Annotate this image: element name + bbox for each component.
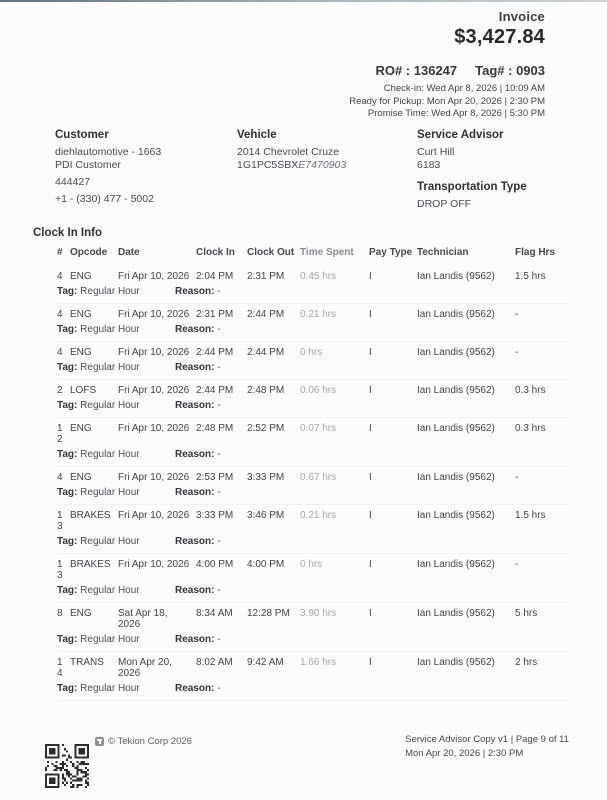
reason-value: - — [217, 536, 221, 547]
advisor-name: Curt Hill — [417, 146, 455, 158]
tag-label: Tag: — [57, 286, 78, 297]
cell-date: Sat Apr 18, 2026 — [118, 608, 168, 630]
tag-part — [57, 362, 175, 373]
reason-part — [175, 536, 221, 547]
customer-type: PDI Customer — [55, 159, 121, 171]
cell-opcode: ENG — [70, 271, 92, 282]
cell-num: 2 — [57, 385, 63, 396]
reason-part — [175, 400, 221, 411]
advisor-id: 6183 — [417, 159, 441, 171]
clock-entry — [57, 467, 570, 485]
col-header-num: # — [57, 247, 63, 258]
promise-time: Promise Time: Wed Apr 8, 2026 | 5:30 PM — [367, 108, 545, 119]
tag-reason-row — [57, 583, 570, 602]
transportation-value: DROP OFF — [417, 198, 472, 210]
tag-part — [57, 286, 175, 297]
vehicle-model: 2014 Chevrolet Cruze — [237, 146, 340, 158]
clock-table-body — [57, 266, 570, 701]
tag-value: Regular Hour — [80, 585, 140, 596]
tag-label: Tag: — [57, 362, 78, 373]
tag-part — [57, 536, 175, 547]
invoice-amount: $3,427.84 — [454, 26, 545, 48]
col-header-clock-in: Clock In — [196, 247, 235, 258]
cell-time-spent: 0.21 hrs — [300, 510, 337, 521]
cell-opcode: LOFS — [70, 385, 97, 396]
cell-num: 13 — [57, 559, 63, 581]
tag-reason-row — [57, 534, 570, 553]
clock-entry — [57, 418, 570, 447]
cell-clock-out: 2:52 PM — [247, 423, 285, 434]
tag-reason-row — [57, 632, 570, 651]
cell-num: 14 — [57, 657, 63, 679]
cell-technician: Ian Landis (9562) — [417, 385, 495, 396]
cell-flag-hrs: 0.3 hrs — [515, 423, 546, 434]
cell-opcode: ENG — [70, 347, 92, 358]
reason-label: Reason: — [175, 536, 215, 547]
cell-flag-hrs: 1.5 hrs — [515, 271, 546, 282]
reason-value: - — [217, 362, 221, 373]
cell-clock-in: 3:33 PM — [196, 510, 234, 521]
cell-clock-out: 2:44 PM — [247, 309, 285, 320]
cell-clock-in: 2:31 PM — [196, 309, 234, 320]
vehicle-heading: Vehicle — [237, 129, 277, 141]
footer-page-info — [405, 733, 569, 760]
cell-time-spent: 1.66 hrs — [300, 657, 337, 668]
clock-entry — [57, 304, 570, 322]
cell-date: Fri Apr 10, 2026 — [118, 423, 190, 434]
cell-clock-in: 2:44 PM — [196, 347, 234, 358]
customer-heading: Customer — [55, 129, 109, 141]
clock-entry — [57, 603, 570, 632]
cell-flag-hrs: 2 hrs — [515, 657, 538, 668]
clock-entry — [57, 505, 570, 534]
tag-label: Tag: — [57, 324, 78, 335]
transportation-block — [417, 181, 597, 211]
table-header-row — [57, 247, 570, 266]
reason-value: - — [217, 634, 221, 645]
cell-num: 13 — [57, 510, 63, 532]
cell-date: Fri Apr 10, 2026 — [118, 559, 190, 570]
cell-clock-out: 2:31 PM — [247, 271, 285, 282]
cell-time-spent: 0 hrs — [300, 559, 323, 570]
invoice-header — [349, 9, 545, 121]
cell-num: 4 — [57, 309, 63, 320]
tekion-logo-icon — [95, 737, 104, 746]
cell-pay-type: I — [369, 347, 372, 358]
cell-clock-in: 2:48 PM — [196, 423, 234, 434]
reason-part — [175, 362, 221, 373]
reason-part — [175, 324, 221, 335]
cell-clock-out: 2:44 PM — [247, 347, 285, 358]
cell-technician: Ian Landis (9562) — [417, 559, 495, 570]
cell-clock-in: 2:44 PM — [196, 385, 234, 396]
customer-phone: +1 - (330) 477 - 5002 — [55, 193, 154, 205]
tag-label: Tag: — [57, 585, 78, 596]
cell-pay-type: I — [369, 510, 372, 521]
table-row — [57, 603, 570, 652]
col-header-opcode: Opcode — [70, 247, 108, 258]
cell-opcode: BRAKES — [70, 559, 111, 570]
cell-clock-in: 4:00 PM — [196, 559, 234, 570]
cell-clock-in: 2:53 PM — [196, 472, 234, 483]
tag-part — [57, 324, 175, 335]
reason-label: Reason: — [175, 683, 215, 694]
scan-edge-artifact — [0, 0, 607, 2]
tag-label: Tag: — [57, 487, 78, 498]
cell-date: Fri Apr 10, 2026 — [118, 271, 190, 282]
cell-technician: Ian Landis (9562) — [417, 472, 495, 483]
tag-reason-row — [57, 681, 570, 700]
tag-part — [57, 487, 175, 498]
cell-flag-hrs: - — [515, 559, 519, 570]
cell-technician: Ian Landis (9562) — [417, 423, 495, 434]
cell-flag-hrs: - — [515, 347, 519, 358]
ready-for-pickup-time: Ready for Pickup: Mon Apr 20, 2026 | 2:30 PM — [349, 95, 545, 107]
vehicle-vin — [237, 159, 412, 172]
cell-clock-out: 12:28 PM — [247, 608, 290, 619]
tag-value: Regular Hour — [80, 286, 140, 297]
cell-pay-type: I — [369, 385, 372, 396]
table-row — [57, 266, 570, 304]
clock-entry — [57, 554, 570, 583]
cell-technician: Ian Landis (9562) — [417, 271, 495, 282]
cell-date: Fri Apr 10, 2026 — [118, 347, 190, 358]
cell-clock-out: 3:46 PM — [247, 510, 285, 521]
cell-time-spent: 0.45 hrs — [300, 271, 337, 282]
reason-value: - — [217, 449, 221, 460]
reason-label: Reason: — [175, 324, 215, 335]
cell-time-spent: 0.21 hrs — [300, 309, 337, 320]
cell-time-spent: 3.90 hrs — [300, 608, 337, 619]
tag-part — [57, 585, 175, 596]
cell-time-spent: 0.06 hrs — [300, 385, 337, 396]
reason-label: Reason: — [175, 362, 215, 373]
cell-pay-type: I — [369, 608, 372, 619]
tag-label: Tag: — [57, 400, 78, 411]
qr-code — [45, 744, 89, 788]
tag-number: Tag# : 0903 — [475, 63, 545, 78]
cell-clock-in: 8:02 AM — [196, 657, 233, 668]
reason-label: Reason: — [175, 634, 215, 645]
cell-pay-type: I — [369, 271, 372, 282]
clock-in-table — [57, 247, 570, 701]
table-row — [57, 554, 570, 603]
cell-num: 4 — [57, 347, 63, 358]
cell-technician: Ian Landis (9562) — [417, 608, 495, 619]
cell-pay-type: I — [369, 472, 372, 483]
tag-label: Tag: — [57, 536, 78, 547]
cell-opcode: ENG — [70, 309, 92, 320]
cell-date: Fri Apr 10, 2026 — [118, 510, 190, 521]
cell-technician: Ian Landis (9562) — [417, 309, 495, 320]
reason-value: - — [217, 683, 221, 694]
cell-opcode: TRANS — [70, 657, 104, 668]
ro-tag-line — [349, 63, 545, 78]
cell-opcode: BRAKES — [70, 510, 111, 521]
cell-opcode: ENG — [70, 608, 92, 619]
col-header-clock-out: Clock Out — [247, 247, 295, 258]
reason-label: Reason: — [175, 286, 215, 297]
table-row — [57, 418, 570, 467]
tag-part — [57, 449, 175, 460]
cell-pay-type: I — [369, 559, 372, 570]
cell-date: Mon Apr 20, 2026 — [118, 657, 172, 679]
tag-part — [57, 683, 175, 694]
cell-flag-hrs: - — [515, 472, 519, 483]
reason-part — [175, 683, 221, 694]
clock-in-info-title: Clock In Info — [33, 227, 102, 239]
cell-pay-type: I — [369, 657, 372, 668]
tag-value: Regular Hour — [80, 683, 140, 694]
invoice-label: Invoice — [498, 9, 545, 24]
cell-time-spent: 0 hrs — [300, 347, 323, 358]
print-timestamp: Mon Apr 20, 2026 | 2:30 PM — [405, 747, 524, 759]
cell-clock-out: 4:00 PM — [247, 559, 285, 570]
vin-suffix: E7470903 — [298, 159, 347, 171]
reason-label: Reason: — [175, 487, 215, 498]
col-header-time-spent: Time Spent — [300, 247, 354, 258]
cell-flag-hrs: 0.3 hrs — [515, 385, 546, 396]
cell-time-spent: 0.07 hrs — [300, 423, 337, 434]
cell-opcode: ENG — [70, 472, 92, 483]
clock-entry — [57, 652, 570, 681]
tag-value: Regular Hour — [80, 449, 140, 460]
copyright-line — [95, 736, 192, 747]
tag-value: Regular Hour — [80, 634, 140, 645]
tag-value: Regular Hour — [80, 487, 140, 498]
col-header-date: Date — [118, 247, 140, 258]
cell-flag-hrs: - — [515, 309, 519, 320]
table-row — [57, 467, 570, 505]
tag-reason-row — [57, 360, 570, 379]
ro-number: RO# : 136247 — [375, 63, 458, 78]
tag-part — [57, 400, 175, 411]
clock-entry — [57, 342, 570, 360]
reason-label: Reason: — [175, 585, 215, 596]
tag-part — [57, 634, 175, 645]
tag-reason-row — [57, 322, 570, 341]
cell-opcode: ENG — [70, 423, 92, 434]
reason-value: - — [217, 585, 221, 596]
transportation-heading: Transportation Type — [417, 181, 527, 193]
reason-value: - — [217, 400, 221, 411]
tag-value: Regular Hour — [80, 536, 140, 547]
cell-num: 8 — [57, 608, 63, 619]
reason-part — [175, 487, 221, 498]
table-row — [57, 380, 570, 418]
advisor-heading: Service Advisor — [417, 129, 504, 141]
copy-version-page: Service Advisor Copy v1 | Page 9 of 11 — [405, 734, 569, 745]
cell-date: Fri Apr 10, 2026 — [118, 309, 190, 320]
tag-value: Regular Hour — [80, 324, 140, 335]
reason-value: - — [217, 487, 221, 498]
cell-time-spent: 0.67 hrs — [300, 472, 337, 483]
invoice-meta — [349, 83, 545, 121]
cell-num: 4 — [57, 472, 63, 483]
reason-part — [175, 286, 221, 297]
customer-block — [55, 129, 230, 206]
service-advisor-block — [417, 129, 597, 211]
table-row — [57, 652, 570, 701]
cell-technician: Ian Landis (9562) — [417, 347, 495, 358]
table-row — [57, 342, 570, 380]
reason-part — [175, 449, 221, 460]
customer-name: diehlautomotive - 1663 — [55, 146, 162, 158]
table-row — [57, 304, 570, 342]
cell-date: Fri Apr 10, 2026 — [118, 385, 190, 396]
cell-pay-type: I — [369, 423, 372, 434]
col-header-pay-type: Pay Type — [369, 247, 413, 258]
tag-label: Tag: — [57, 683, 78, 694]
tag-reason-row — [57, 485, 570, 504]
cell-num: 12 — [57, 423, 63, 445]
vehicle-block — [237, 129, 412, 172]
col-header-flag-hrs: Flag Hrs — [515, 247, 556, 258]
table-row — [57, 505, 570, 554]
tag-reason-row — [57, 398, 570, 417]
tag-label: Tag: — [57, 449, 78, 460]
cell-technician: Ian Landis (9562) — [417, 510, 495, 521]
clock-entry — [57, 380, 570, 398]
tag-value: Regular Hour — [80, 362, 140, 373]
reason-label: Reason: — [175, 449, 215, 460]
cell-clock-in: 2:04 PM — [196, 271, 234, 282]
tag-value: Regular Hour — [80, 400, 140, 411]
reason-value: - — [217, 324, 221, 335]
cell-clock-out: 9:42 AM — [247, 657, 284, 668]
col-header-technician: Technician — [417, 247, 469, 258]
cell-num: 4 — [57, 271, 63, 282]
reason-label: Reason: — [175, 400, 215, 411]
cell-date: Fri Apr 10, 2026 — [118, 472, 190, 483]
cell-clock-out: 3:33 PM — [247, 472, 285, 483]
reason-part — [175, 634, 221, 645]
cell-technician: Ian Landis (9562) — [417, 657, 495, 668]
reason-part — [175, 585, 221, 596]
customer-id: 444427 — [55, 176, 91, 188]
cell-flag-hrs: 1.5 hrs — [515, 510, 546, 521]
tag-label: Tag: — [57, 634, 78, 645]
cell-clock-in: 8:34 AM — [196, 608, 233, 619]
cell-clock-out: 2:48 PM — [247, 385, 285, 396]
cell-pay-type: I — [369, 309, 372, 320]
copyright-text: © Tekion Corp 2026 — [108, 736, 192, 747]
tag-reason-row — [57, 447, 570, 466]
reason-value: - — [217, 286, 221, 297]
checkin-time: Check-in: Wed Apr 8, 2026 | 10:09 AM — [383, 83, 545, 94]
tag-reason-row — [57, 284, 570, 303]
clock-entry — [57, 266, 570, 284]
cell-flag-hrs: 5 hrs — [515, 608, 538, 619]
vin-prefix: 1G1PC5SBX — [237, 159, 299, 171]
